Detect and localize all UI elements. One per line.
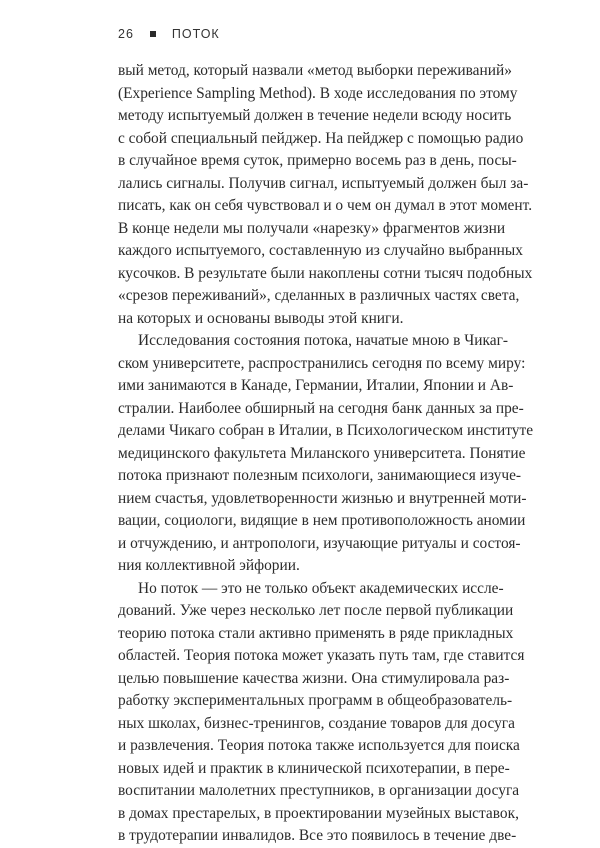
text-line: дований. Уже через несколько лет после первой публикации (118, 602, 514, 619)
paragraph-1 (118, 60, 533, 330)
text-line: в домах престарелых, в проектировании музейных выставок, (118, 804, 519, 822)
text-line: методу испытуемый должен в течение недели всюду носить (118, 107, 512, 124)
text-line: «срезов переживаний», сделанных в различных частях света, (118, 287, 520, 304)
page-number: 26 (118, 27, 134, 41)
running-header (118, 24, 220, 44)
text-line: и развлечения. Теория потока также используется для поиска (118, 737, 520, 754)
paragraph-2 (118, 330, 534, 578)
text-line: новых идей и практик в клинической психотерапии, в пере- (118, 759, 510, 777)
text-line: лались сигналы. Получив сигнал, испытуемый должен был за- (118, 174, 529, 192)
text-line: и отчуждению, и антропологи, изучающие ритуалы и состоя- (118, 534, 521, 552)
text-line: ими занимаются в Канаде, Германии, Италии, Японии и Ав- (118, 377, 514, 394)
text-line: работку экспериментальных программ в общеобразователь- (118, 692, 513, 709)
paragraph-3 (118, 578, 525, 848)
text-line: теорию потока стали активно применять в ряде прикладных (118, 624, 514, 642)
text-line: стралии. Наиболее обширный на сегодня банк данных за пре- (118, 399, 524, 417)
text-line: вый метод, который назвали «метод выборки переживаний» (118, 62, 512, 79)
text-line: писать, как он себя чувствовал и о чем он думал в этот момент. (118, 197, 533, 214)
text-line: Но поток — это не только объект академических иссле- (138, 579, 504, 597)
text-line: нием счастья, удовлетворенности жизнью и внутренней моти- (118, 489, 527, 507)
text-line: на которых и основаны выводы этой книги. (118, 309, 404, 327)
text-line: ния коллективной эйфории. (118, 557, 300, 574)
text-line: ском университете, распространились сегодня по всему миру: (118, 354, 526, 372)
text-line: в трудотерапии инвалидов. Все это появилось в течение две- (118, 827, 517, 844)
text-line: кусочков. В результате были накоплены сотни тысяч подобных (118, 264, 533, 282)
text-line: каждого испытуемого, составленную из случайно выбранных (118, 242, 523, 259)
text-line: целью повышение качества жизни. Она стимулировала раз- (118, 669, 510, 687)
square-separator-icon (150, 31, 156, 37)
text-line: В конце недели мы получали «нарезку» фрагментов жизни (118, 219, 506, 237)
text-line: потока признают полезным психологи, занимающиеся изуче- (118, 467, 522, 484)
text-line: Исследования состояния потока, начатые мною в Чикаг- (138, 332, 509, 349)
text-line: в случайное время суток, примерно восемь раз в день, посы- (118, 152, 517, 169)
text-line: (Experience Sampling Method). В ходе исследования по этому (118, 84, 518, 102)
section-title: ПОТОК (171, 27, 220, 41)
text-line: медицинского факультета Миланского университета. Понятие (118, 444, 526, 462)
text-line: воспитании малолетних преступников, в организации досуга (118, 782, 520, 799)
text-line: областей. Теория потока может указать путь там, где ставится (118, 647, 525, 664)
text-line: делами Чикаго собран в Италии, в Психологическом институте (118, 422, 534, 439)
text-line: вации, социологи, видящие в нем противоположность аномии (118, 512, 526, 529)
text-line: с собой специальный пейджер. На пейджер с помощью радио (118, 129, 524, 147)
page-body (118, 60, 534, 848)
text-line: ных школах, бизнес-тренингов, создание товаров для досуга (118, 714, 515, 732)
